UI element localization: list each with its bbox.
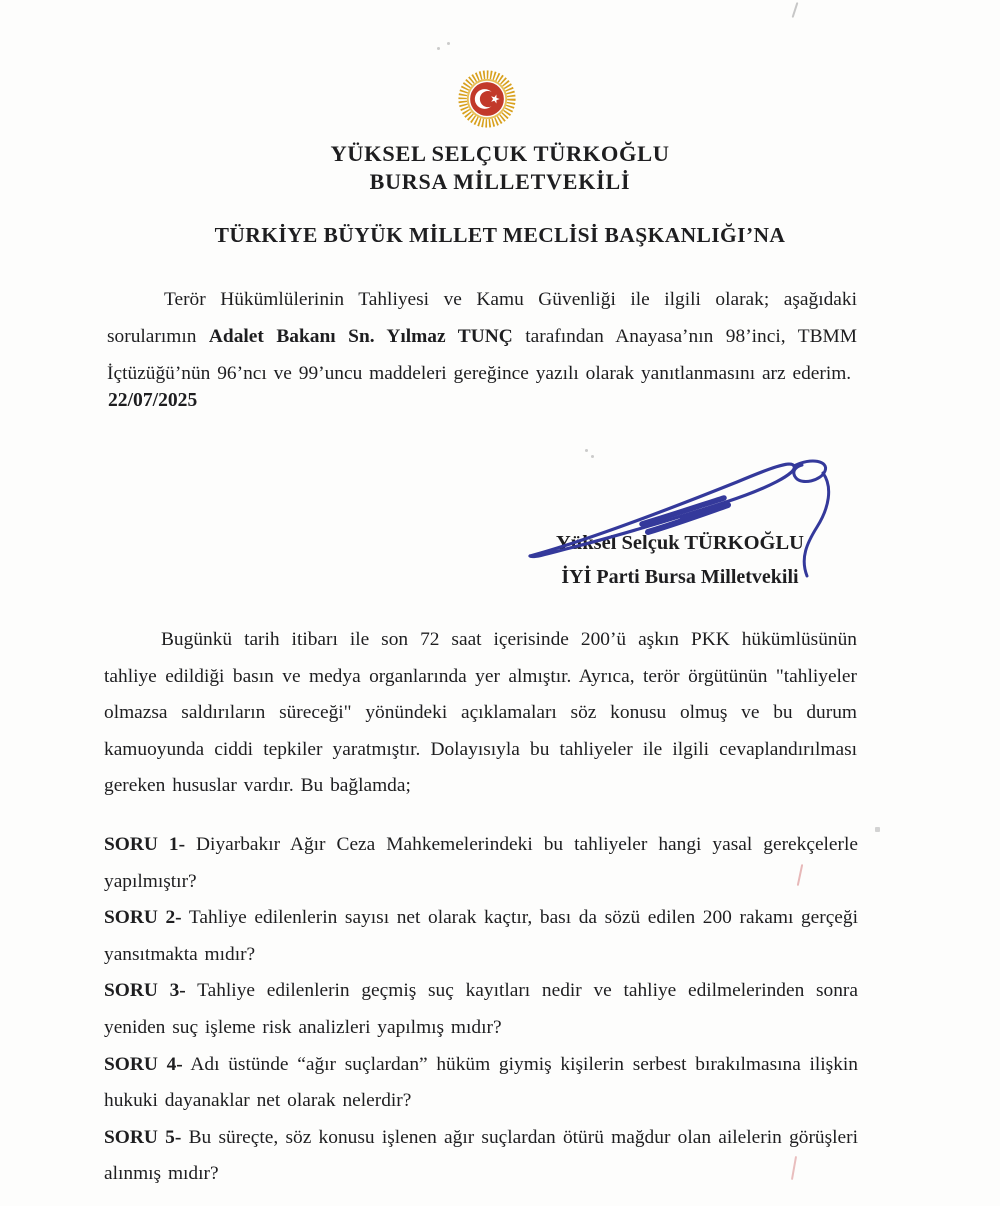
question-item-1 [104,827,858,900]
question-text: Adı üstünde “ağır suçlardan” hüküm giymiş kişilerin serbest bırakılmasına ilişkin hukuki dayanaklar net olarak nelerdir? [104,1053,859,1112]
question-text: Diyarbakır Ağır Ceza Mahkemelerindeki bu tahliyeler hangi yasal gerekçelerle yapılmıştır? [104,834,858,892]
question-label: SORU 3- [104,980,186,1002]
minister-name-bold: Adalet Bakanı Sn. Yılmaz TUNÇ [208,326,513,347]
scan-artifact [447,42,450,45]
petition-text-pre: Terör Hükümlülerinin Tahliyesi ve Kamu Güvenliği ile ilgili olarak; aşağıdaki sorularımın [107,289,857,347]
signer-name: Yüksel Selçuk TÜRKOĞLU [556,532,804,554]
question-label: SORU 4- [104,1053,183,1075]
scan-artifact [792,2,799,18]
recipient-title: TÜRKİYE BÜYÜK MİLLET MECLİSİ BAŞKANLIĞI’NA [214,223,786,247]
question-item-2 [104,900,858,973]
petition-date: 22/07/2025 [108,390,198,411]
signature-block [515,532,845,589]
question-text: Bu süreçte, söz konusu işlenen ağır suçlardan ötürü mağdur olan ailelerin görüşleri alınmış mıdır? [104,1126,858,1185]
question-item-3 [104,973,858,1046]
question-item-4 [104,1047,858,1120]
petition-text-post: tarafından Anayasa’nın 98’inci, TBMM İçtüzüğü’nün 96’ncı ve 99’uncu maddeleri gereğince yazılı olarak yanıtlanmasını arz ederim. [107,326,857,384]
question-label: SORU 2- [104,907,182,929]
question-text: Tahliye edilenlerin sayısı net olarak kaçtır, bası da sözü edilen 200 rakamı gerçeği yansıtmakta mıdır? [104,907,858,965]
signer-title: İYİ Parti Bursa Milletvekili [561,566,799,588]
tbmm-emblem-icon [457,69,517,129]
scan-artifact [591,455,594,458]
question-label: SORU 5- [104,1126,182,1148]
scan-artifact [437,47,440,50]
question-label: SORU 1- [104,834,186,855]
deputy-constituency-header: BURSA MİLLETVEKİLİ [369,169,631,194]
questions-list [104,827,858,1193]
petition-paragraph [107,281,857,392]
body-paragraph: Bugünkü tarih itibarı ile son 72 saat içerisinde 200’ü aşkın PKK hükümlüsünün tahliye edildiği basın ve medya organlarında yer almıştır. Ayrıca, terör örgütünün "tahliyeler olmazsa saldırıların süreceği" yönündeki açıklamaları söz konusu olmuş ve bu durum kamuoyunda ciddi tepkiler yaratmıştır. Dolayısıyla bu tahliyeler ile ilgili cevaplandırılması gereken hususlar vardır. Bu bağlamda; [104,629,857,797]
deputy-name-header: YÜKSEL SELÇUK TÜRKOĞLU [330,141,670,166]
question-item-5 [104,1120,858,1193]
question-text: Tahliye edilenlerin geçmiş suç kayıtları nedir ve tahliye edilmelerinden sonra yeniden suç işleme risk analizleri yapılmış mıdır? [104,980,858,1038]
scan-artifact [875,827,880,832]
scan-artifact [585,449,588,452]
